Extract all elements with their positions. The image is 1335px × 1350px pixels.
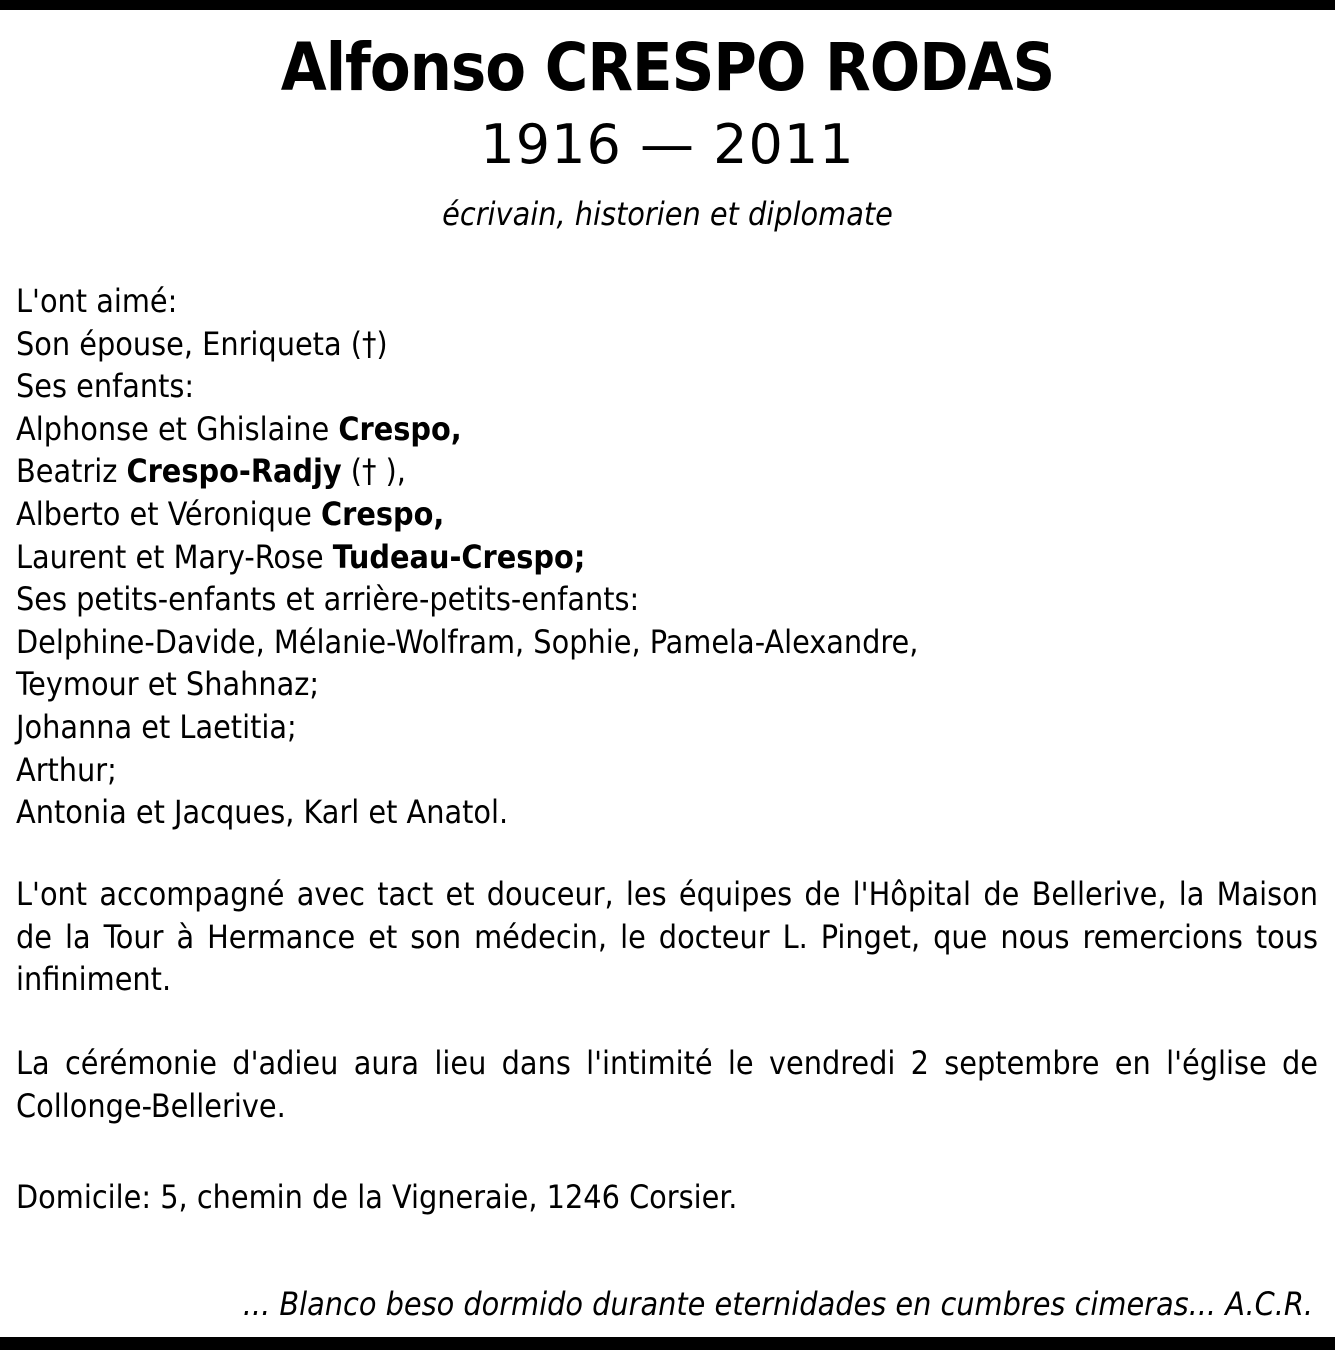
closing-quote: ... Blanco beso dormido durante eternidades en cumbres cimeras... A.C.R. [242,1285,1313,1323]
domicile-line: Domicile: 5, chemin de la Vigneraie, 1246 Corsier. [16,1178,738,1216]
child-surname: Crespo-Radjy [126,452,342,491]
grandchildren-line: Johanna et Laetitia; [16,707,297,746]
child-names: Laurent et Mary-Rose [16,537,333,576]
grandchildren-line: Delphine-Davide, Mélanie-Wolfram, Sophie, Pamela-Alexandre, [16,622,919,661]
child-names: Alphonse et Ghislaine [16,409,339,448]
grandchildren-line: Antonia et Jacques, Karl et Anatol. [16,793,509,832]
child-line [16,408,1316,451]
deceased-name: Alfonso CRESPO RODAS [280,29,1055,106]
child-names: Alberto et Véronique [16,494,321,533]
ceremony-paragraph: La cérémonie d'adieu aura lieu dans l'intimité le vendredi 2 septembre en l'église de Collonge-Bellerive. [16,1044,1318,1125]
child-surname: Crespo, [338,409,462,448]
child-surname: Crespo, [320,494,445,533]
child-line [16,536,1316,579]
top-border-rule [0,0,1335,10]
spouse-line: Son épouse, Enriqueta (†) [16,324,388,363]
grandchildren-line: Arthur; [16,750,117,789]
profession-subtitle: écrivain, historien et diplomate [442,195,893,233]
child-surname: Tudeau-Crespo; [332,537,586,576]
bottom-border-rule [0,1337,1335,1350]
child-line [16,450,1316,493]
children-label: Ses enfants: [16,367,195,406]
grandchildren-label: Ses petits-enfants et arrière-petits-enfants: [16,580,640,619]
thanks-paragraph: L'ont accompagné avec tact et douceur, les équipes de l'Hôpital de Bellerive, la Maison de la Tour à Hermance et son médecin, le docteur L. Pinget, que nous remercions tous infiniment. [16,875,1318,998]
child-names: Beatriz [16,452,127,491]
child-line [16,493,1316,536]
life-years: 1916 — 2011 [480,113,855,176]
family-intro: L'ont aimé: [16,282,178,320]
grandchildren-line: Teymour et Shahnaz; [16,665,320,704]
child-suffix: († ), [341,452,406,491]
family-list [16,280,1316,834]
